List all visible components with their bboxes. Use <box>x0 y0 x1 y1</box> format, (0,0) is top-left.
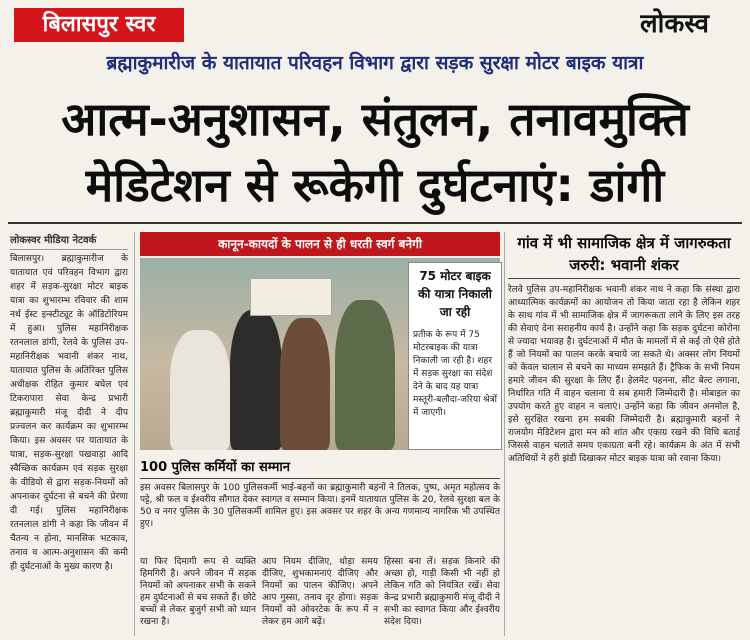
byline: लोकस्वर मीडिया नेटवर्क <box>10 232 128 250</box>
person-figure <box>170 330 230 450</box>
sub-story-column: हिस्सा बना लें। सड़क किनारे की अच्छा हो, गाड़ी किसी भी नहीं हो लेकिन गति को नियंत्रित रखें। सेवा केन्द्र प्रभारी ब्रह्माकुमारी मंजू दीदी ने सभी का स्वागत किया और ईश्वरीय संदेश दिया। <box>384 557 500 627</box>
photo-caption-box <box>408 262 502 450</box>
section-tag: बिलासपुर स्वर <box>14 8 184 42</box>
sub-story-column: आप नियम दीजिए, थोड़ा समय दीजिए, शुभकामनाएं दीजिए और नियमों का पालन कीजिए। अपने आप गुस्सा, तनाव दूर होगा। सड़क नियमों को ओवरटेक के रूप में न लेकर हम आगे बढ़ें। <box>262 557 378 627</box>
headline-divider <box>8 222 742 224</box>
sub-story-title: 100 पुलिस कर्मियों का सम्मान <box>140 458 500 479</box>
person-figure <box>280 318 330 450</box>
headline-line-2: मेडिटेशन से रूकेगी दुर्घटनाएं: डांगी <box>85 158 665 212</box>
masthead-logo: लोकस्व <box>640 9 709 39</box>
subheadline: ब्रह्माकुमारीज के यातायात परिवहन विभाग द्वारा सड़क सुरक्षा मोटर बाइक यात्रा <box>106 52 644 74</box>
sub-story-lead: इस अवसर बिलासपुर के 100 पुलिसकर्मी भाई-बहनों का ब्रह्माकुमारी बहनों ने तिलक, पुष्प, अमृत महोत्सव के पट्टे, श्री फल व ईश्वरीय सौगात देकर स्वागत व सम्मान किया। इनमें यातायात पुलिस के 20, रेलवे सुरक्षा बल के 50 व नगर पुलिस के 30 पुलिसकर्मी शामिल हुए। इस अवसर पर शहर के अन्य गणमान्य नागरिक भी उपस्थित हुए। <box>140 483 500 529</box>
left-column-text: बिलासपुर। ब्रह्माकुमारीज के यातायात एवं परिवहन विभाग द्वारा शहर में सड़क-सुरक्षा मोटर बाइक यात्रा का शुभारम्भ रविवार की शाम नर्थ ईस्ट इन्स्टीट्यूट के ऑडिटोरियम में हुआ। पुलिस महानिरीक्षक रतनलाल डांगी, रेलवे के पुलिस उप-महानिरीक्षक भवानी शंकर नाथ, यातायात पुलिस के अतिरिक्त पुलिस अधीक्षक रोहित कुमार बघेल एवं टिकरापारा सेवा केन्द्र प्रभारी ब्रह्माकुमारी मंजू दीदी ने दीप प्रज्वलन कर कार्यक्रम का शुभारम्भ किया। इस अवसर पर यातायात के यात्रा, सड़क-सुरक्षा पखवाड़ा आदि स्वैच्छिक कार्यक्रम एवं सड़क सुरक्षा के वीडियो से द्वारा सड़क-नियमों को अपनाकर दुर्घटना से बचने की प्रेरणा दी गई। पुलिस महानिरीक्षक रतनलाल डांगी ने कहा कि जीवन में चैतन्य न होना, मानसिक भटकाव, तनाव व आत्म-अनुशासन की कमी ही दुर्घटनाओं के मुख्य कारण है। <box>10 254 128 572</box>
person-figure <box>230 310 282 450</box>
sub-story-column: या फिर दिमागी रूप से व्यक्ति हिमगिरी है। अपने जीवन में सड़क नियमों को अपनाकर सभी के सकने हम दुर्घटनाओं से बच सकते हैं। छोटे बच्चों से लेकर बुजुर्ग सभी को ध्यान रखना है। <box>140 557 256 627</box>
photo-banner: कानून-कायदों के पालन से ही धरती स्वर्ग बनेगी <box>140 232 500 256</box>
caption-title: 75 मोटर बाइक की यात्रा निकाली जा रही <box>418 269 492 319</box>
column-divider <box>504 232 505 636</box>
person-figure <box>335 300 395 450</box>
right-story-headline: गांव में भी सामाजिक क्षेत्र में जागरुकता जरुरी: भवानी शंकर <box>508 232 740 279</box>
caption-text: प्रतीक के रूप में 75 मोटरबाइक की यात्रा निकाली जा रही है। शहर में सड़क सुरक्षा का संदेश देने के बाद यह यात्रा मस्तूरी-बलौदा-जरिया श्रेत्रों में जाएगी। <box>413 330 497 418</box>
headline-line-1: आत्म-अनुशासन, संतुलन, तनावमुक्ति <box>61 92 689 146</box>
column-divider <box>134 232 135 636</box>
sub-story-columns <box>140 556 500 636</box>
event-backdrop <box>250 278 332 316</box>
right-story-text: रेलवे पुलिस उप-महानिरीक्षक भवानी शंकर नाथ ने कहा कि संस्था द्वारा आध्यात्मिक कार्यक्रमों का आयोजन तो किया जाता रहा है लेकिन शहर के साथ गांव में भी सामाजिक क्षेत्र में जागरूकता लाने के लिए इस तरह की सेवाएं देना सराहनीय कार्य है। उन्होंने कहा कि सड़क दुर्घटना कोरोना से ज्यादा भयावह है। दुर्घटनाओं में मौत के मामलों में से कई तो ऐसे होते हैं जो नियमों का पालन करके बचाये जा सकते थे। अक्सर लोग नियमों को केवल चालान से बचने का माध्यम समझते हैं। ट्रैफिक के सभी नियम हमारे जीवन की सुरक्षा के लिए हैं। हेलमेट पहनना, सीट बेल्ट लगाना, निर्धारित गति में वाहन चलाना ये सब हमारी जिम्मेदारी है। मोबाइल का उपयोग करते हुए वाहन न चलाएं। उन्होंने कहा कि जीवन अनमोल है, इसे सुरक्षित रखना हम सबकी जिम्मेदारी है। ब्रह्माकुमारी बहनों ने राजयोग मेडिटेशन द्वारा मन को शांत और एकाग्र रखने की विधि बताई जिससे वाहन चलाते समय एकाग्रता बनी रहे। कार्यक्रम के अंत में सभी अतिथियों ने हरी झंडी दिखाकर मोटर बाइक यात्रा को रवाना किया। <box>508 285 740 464</box>
